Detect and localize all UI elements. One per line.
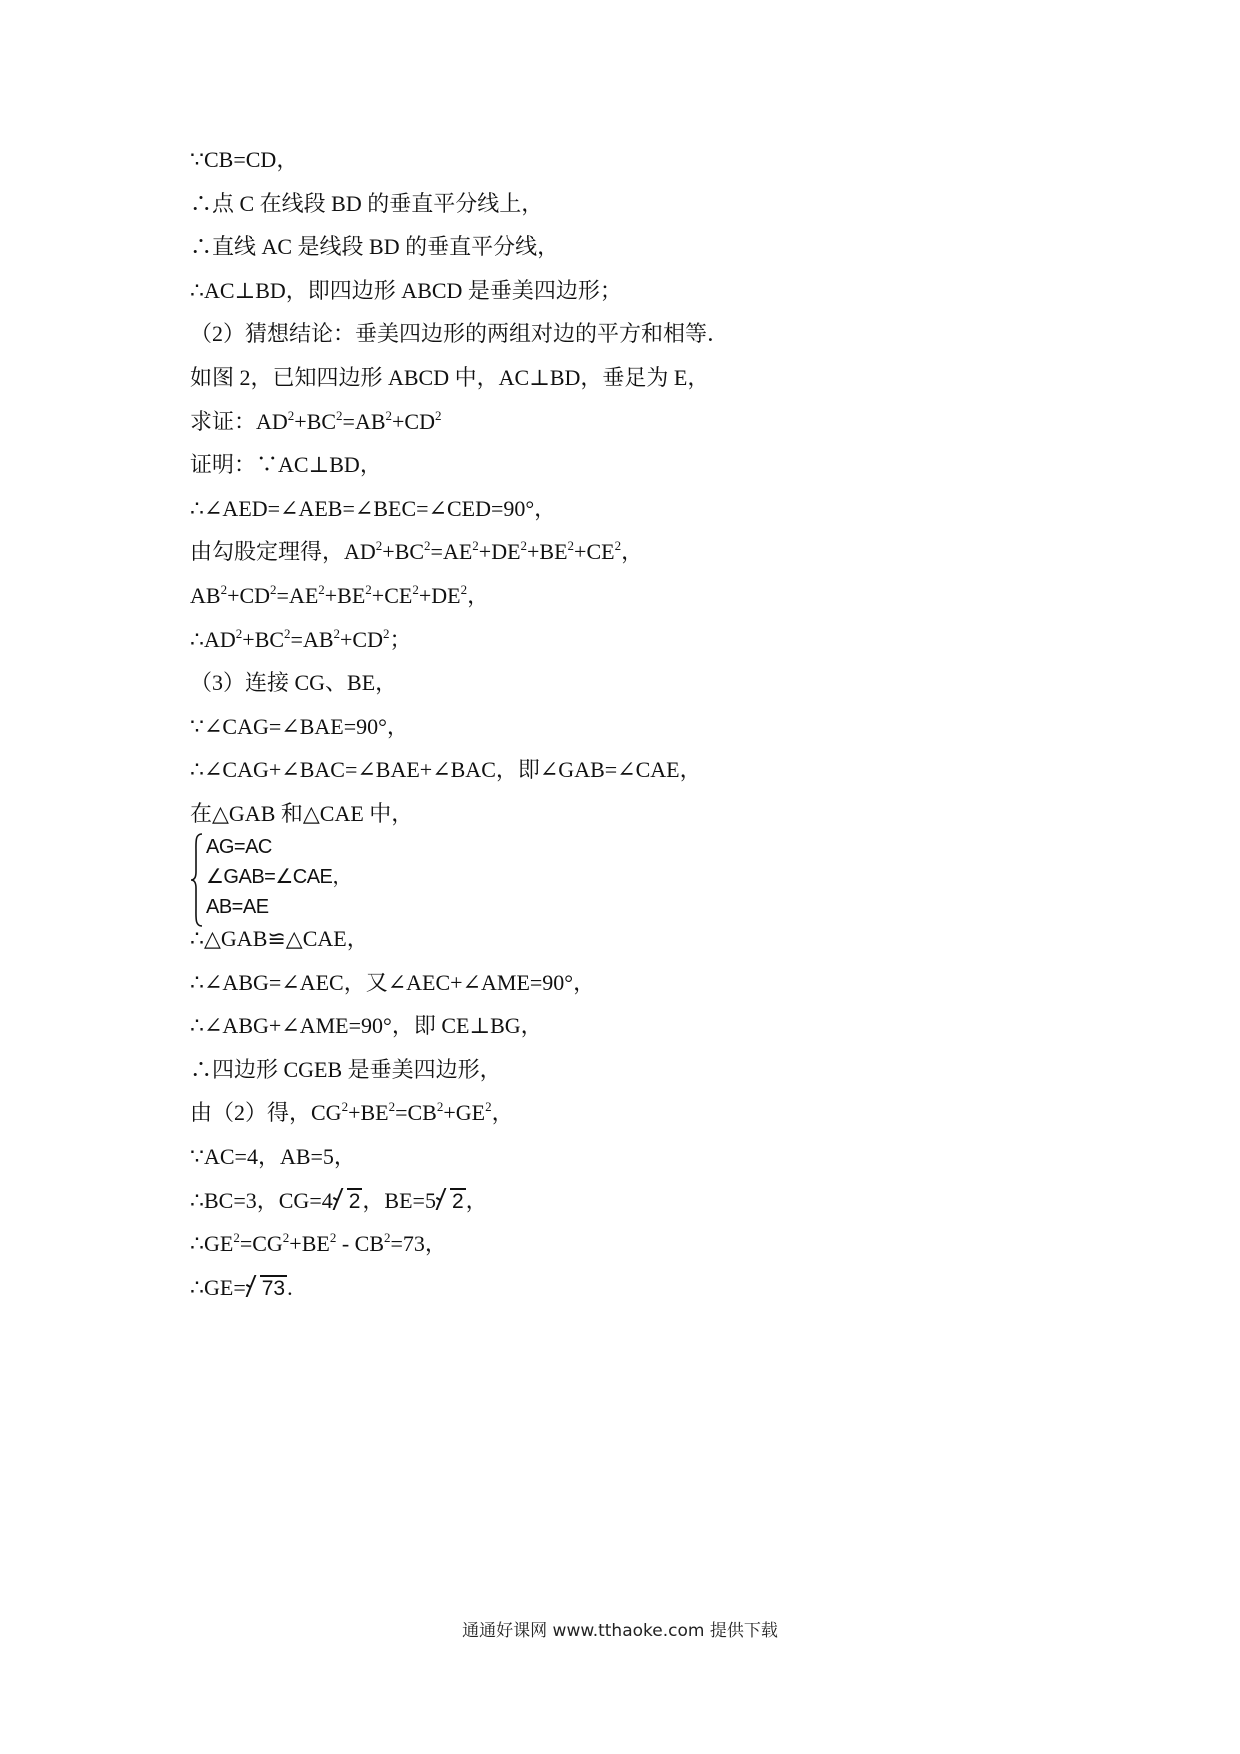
text-line: 在△GAB 和△CAE 中， [190, 801, 414, 826]
left-brace [190, 832, 204, 928]
text-line: ∴∠ABG+∠AME=90°，即 CE⊥BG， [190, 1013, 543, 1039]
text-line: ∴点 C 在线段 BD 的垂直平分线上， [190, 190, 544, 216]
text-line: ∴∠AED=∠AEB=∠BEC=∠CED=90°， [190, 495, 557, 521]
equation-system [190, 832, 490, 928]
text-line: $\therefore GE^2=CG^2+BE^2 - CB^2=73$， [190, 1230, 447, 1257]
system-row: AG=AC [206, 836, 272, 858]
text-line: ∴BC=3，CG=4 2，BE=5 2， [190, 1186, 488, 1217]
text-line: 如图 2，已知四边形 ABCD 中，AC⊥BD，垂足为 E， [190, 365, 710, 390]
text-line: $AB^2+CD^2=AE^2+BE^2+CE^2+DE^2$， [190, 582, 490, 608]
page-footer: 通通好课网 www.tthaoke.com 提供下载 [462, 1621, 778, 1641]
system-row: AB=AE [206, 896, 269, 918]
text-line: ∴直线 AC 是线段 BD 的垂直平分线， [190, 234, 560, 260]
text-line: ∵∠CAG=∠BAE=90°， [190, 713, 409, 739]
text-line: ∴△GAB≌△CAE， [190, 926, 369, 951]
text-line: ∴四边形 CGEB 是垂美四边形， [190, 1056, 502, 1082]
system-row: ∠GAB=∠CAE， [206, 866, 352, 888]
square-root: 2 [436, 1186, 466, 1217]
square-root: 2 [333, 1186, 363, 1217]
square-root: 73 [246, 1273, 287, 1304]
text-line: $\therefore AD^2+BC^2=AB^2+CD^2$； [190, 625, 412, 652]
text-line: ∴AC⊥BD，即四边形 ABCD 是垂美四边形； [190, 277, 622, 303]
text-line: （2）猜想结论：垂美四边形的两组对边的平方和相等． [190, 321, 730, 347]
text-line: ∵AC=4，AB=5， [190, 1144, 356, 1169]
text-line: （3）连接 CG、BE， [190, 670, 398, 696]
text-line: ∴∠CAG+∠BAC=∠BAE+∠BAC，即∠GAB=∠CAE， [190, 757, 702, 783]
text-line: ∴∠ABG=∠AEC，又∠AEC+∠AME=90°， [190, 969, 596, 995]
text-line: 证明：∵AC⊥BD， [190, 452, 382, 478]
text-line: 由勾股定理得，$AD^2+BC^2=AE^2+DE^2+BE^2+CE^2$， [190, 538, 644, 565]
text-line: ∴GE= 73. [190, 1273, 293, 1304]
text-line: 由（2）得，$CG^2+BE^2=CB^2+GE^2$， [190, 1099, 514, 1126]
text-line: ∵CB=CD， [190, 147, 299, 172]
text-line: 求证：$AD^2+BC^2=AB^2+CD^2$ [190, 407, 442, 434]
